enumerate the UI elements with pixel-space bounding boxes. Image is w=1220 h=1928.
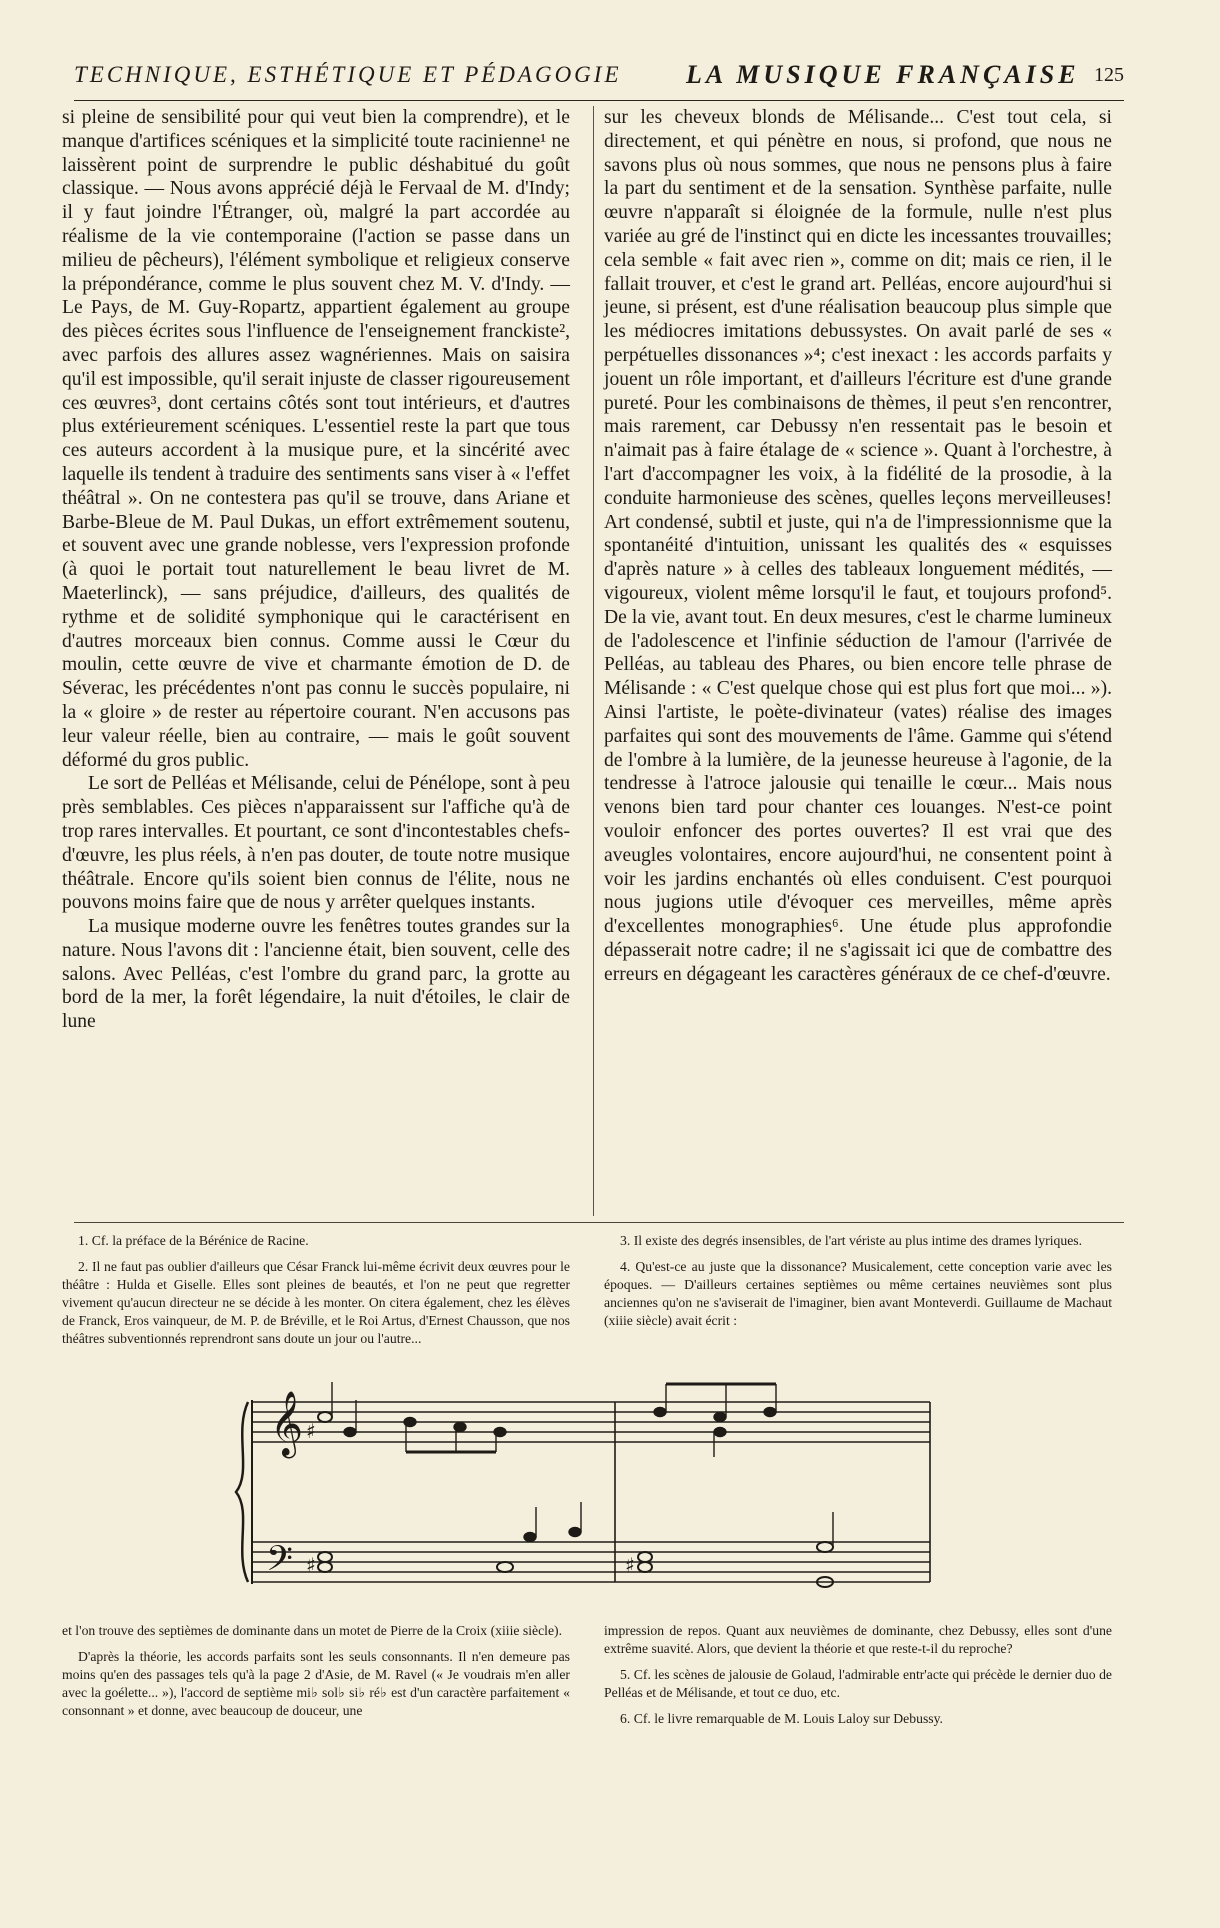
treble-clef-icon: 𝄞 [270, 1391, 304, 1456]
paragraph: La musique moderne ouvre les fenêtres toutes grandes sur la nature. Nous l'avons dit : l'ancienne était, bien souvent, celle des salons. Avec Pelléas, c'est l'ombre du grand parc, la grotte au bord de la mer, la forêt légendaire, la nuit d'étoiles, le clair de lune [62, 916, 570, 1033]
right-text-column [604, 106, 1112, 986]
left-text-column [62, 106, 570, 1034]
footnote: 1. Cf. la préface de la Bérénice de Racine. [78, 1233, 309, 1248]
footnotes-right [604, 1232, 1112, 1338]
header-left-title: TECHNIQUE, ESTHÉTIQUE ET PÉDAGOGIE [74, 62, 622, 87]
paragraph: sur les cheveux blonds de Mélisande... C'est tout cela, si directement, et qui pénètre en nous, si profond, que nous ne savons plus où nous sommes, que nous ne pensons plus à faire la part du sentiment et de la sensation. Synthèse parfaite, nulle œuvre n'apparaît si éloignée de la formule, nulle n'est plus variée au gré de l'instinct qui en dicte les incessantes trouvailles; cela semble « fait avec rien », comme on dit; mais ce rien, il le fallait trouver, et c'est le grand art. Pelléas, encore aujourd'hui si jeune, si présent, est d'une réalisation beaucoup plus simple que les médiocres imitations debussystes. On avait parlé de ses « perpétuelles dissonances »⁴; c'est inexact : les accords parfaits y jouent un rôle important, et d'ailleurs l'écriture est d'une grande pureté. Pour les combinaisons de thèmes, il peut s'en rencontrer, mais rarement, car Debussy n'en ressentait pas le besoin et n'aimait pas à faire étalage de « science ». Quant à l'orchestre, à l'art d'accompagner les voix, à la fidélité de la prosodie, à la conduite harmonieuse des scènes, quelles leçons merveilleuses! Art condensé, subtil et juste, qui n'a de l'impressionnisme que la spontanéité d'intuition, unissant les qualités des « esquisses d'après nature » à celles des tableaux longuement médités, — vigoureux, violent même lorsqu'il le faut, et toujours profond⁵. De la vie, avant tout. En deux mesures, c'est le charme lumineux de l'adolescence et l'infinie séduction de l'amour (l'arrivée de Pelléas, au tableau des Phares, ou bien encore telle phrase de Mélisande : « C'est quelque chose qui est plus fort que moi... »). Ainsi l'artiste, le poète-divinateur (vates) réalise des images parfaites qui sont des mouvements de l'âme. Gamme qui s'étend de l'ombre à la lumière, de la jeunesse heureuse à l'agonie, de la tendresse à l'atroce jalousie qui tenaille le cœur... Mais nous venons bien tard pour chanter ces louanges. N'est-ce point vouloir enfoncer des portes ouvertes? Il est vrai que des aveugles volontaires, encore aujourd'hui, ne consentent point à voir les jardins enchantés où elles conduisent. C'est pourquoi nous jugions utile d'évoquer ces merveilles, même après d'excellentes monographies⁶. Une étude plus approfondie dépasserait notre cadre; il ne s'agissait ici que de combattre des erreurs en dégageant les caractères généraux de ce chef-d'œuvre. [604, 107, 1112, 985]
treble-notes [318, 1382, 776, 1457]
footnote: 5. Cf. les scènes de jalousie de Golaud, l'admirable entr'acte qui précède le dernier duo de Pelléas et de Mélisande, et tout ce duo, etc. [604, 1667, 1112, 1700]
bass-staff [252, 1542, 930, 1582]
paragraph: si pleine de sensibilité pour qui veut bien la comprendre), et le manque d'artifices scéniques et la simplicité toute racinienne¹ ne laissèrent point de surprendre le public déshabitué du goût classique. — Nous avons apprécié déjà le Fervaal de M. d'Indy; il y faut joindre l'Étranger, où, malgré la part accordée au réalisme de la vie contemporaine (l'action se passe dans un milieu de pêcheurs), l'élément symbolique et religieux conserve la prépondérance, comme le plus souvent chez M. V. d'Indy. — Le Pays, de M. Guy-Ropartz, appartient également au groupe des pièces écrites sous l'influence de l'enseignement franckiste², avec parfois des allures assez wagnériennes. Mais on saisira qu'il est impossible, qu'il serait injuste de classer rigoureusement ces œuvres³, dont certains côtés sont tout intérieurs, et d'autres plus extérieurement scéniques. L'essentiel reste la part que tous ces auteurs accordent à la musique pure, et la sincérité avec laquelle ils tendent à traduire des sentiments sans viser à « l'effet théâtral ». On ne contestera pas qu'il se trouve, dans Ariane et Barbe-Bleue de M. Paul Dukas, un effort extrêmement soutenu, et souvent avec une grande noblesse, vers l'expression profonde (à quoi le portait tout naturellement le beau livret de M. Maeterlinck), — sans préjudice, d'ailleurs, des qualités de rythme et de solidité symphonique qui le caractérisent en d'autres morceaux bien connus. Comme aussi le Cœur du moulin, cette œuvre de vive et charmante émotion de D. de Séverac, les précédentes n'ont pas connu le succès populaire, ni la « gloire » de rester au répertoire courant. N'en accusons pas leur valeur réelle, bien au contraire, — mais le goût souvent déformé du gros public. [62, 107, 570, 771]
sharp-icon: ♯ [306, 1553, 316, 1577]
footnote: 4. Qu'est-ce au juste que la dissonance? Musicalement, cette conception varie avec les époques. — D'ailleurs certaines septièmes ou même certaines neuvièmes sont plus anciennes qu'on ne s'aviserait de l'imaginer, bien avant Monteverdi. Guillaume de Machaut (xiiie siècle) avait écrit : [604, 1259, 1112, 1328]
footnotes-bottom-right [604, 1622, 1112, 1736]
footnote: 2. Il ne faut pas oublier d'ailleurs que César Franck lui-même écrivit deux œuvres pour le théâtre : Hulda et Giselle. Elles sont pleines de beautés, et l'on ne peut que regretter vivement qu'aucun directeur ne se décide à les monter. On citera également, chez les élèves de Franck, Eros vainqueur, de M. P. de Bréville, et le Roi Artus, d'Ernest Chausson, que nos théâtres subventionnés reprendront sans doute un jour ou l'autre... [62, 1259, 570, 1346]
bass-notes [318, 1502, 833, 1587]
paragraph: Le sort de Pelléas et Mélisande, celui de Pénélope, sont à peu près semblables. Ces pièces n'apparaissent sur l'affiche qu'à de trop rares intervalles. Et pourtant, ce sont d'incontestables chefs-d'œuvre, les plus réels, à n'en pas douter, de toute notre musique théâtrale. Encore qu'ils soient bien connus de l'élite, nous ne pouvons moins faire que de nous y arrêter quelques instants. [62, 773, 570, 914]
footnote: 6. Cf. le livre remarquable de M. Louis Laloy sur Debussy. [620, 1711, 943, 1726]
footnote: D'après la théorie, les accords parfaits sont les seuls consonnants. Il n'en demeure pas moins qu'en des passages tels qu'à la page 2 d'Asie, de M. Ravel (« Je voudrais m'en aller avec la goélette... »), l'accord de septième mi♭ sol♭ si♭ ré♭ est d'un caractère parfaitement « consonnant » et donne, avec beaucoup de douceur, une [62, 1649, 570, 1718]
sharp-icon: ♯ [306, 1419, 316, 1443]
footnote: impression de repos. Quant aux neuvièmes de dominante, chez Debussy, elles sont d'une extrême suavité. Alors, que devient la théorie et que reste-t-il du reproche? [604, 1623, 1112, 1656]
header-journal-title: LA MUSIQUE FRANÇAISE [686, 60, 1080, 89]
footnote: et l'on trouve des septièmes de dominante dans un motet de Pierre de la Croix (xiiie siècle). [62, 1623, 563, 1638]
sharp-icon: ♯ [625, 1553, 635, 1577]
header-rule [74, 100, 1124, 101]
running-header [74, 56, 1124, 96]
footnotes-left [62, 1232, 570, 1356]
page-number: 125 [1094, 64, 1124, 86]
brace [236, 1402, 248, 1582]
bass-clef-icon: 𝄢 [266, 1538, 294, 1587]
footnotes-bottom-left [62, 1622, 570, 1728]
footnote: 3. Il existe des degrés insensibles, de l'art vériste au plus intime des drames lyriques. [620, 1233, 1083, 1248]
column-divider [593, 106, 594, 1216]
music-example [230, 1372, 1160, 1612]
footnote-rule [74, 1222, 1124, 1223]
